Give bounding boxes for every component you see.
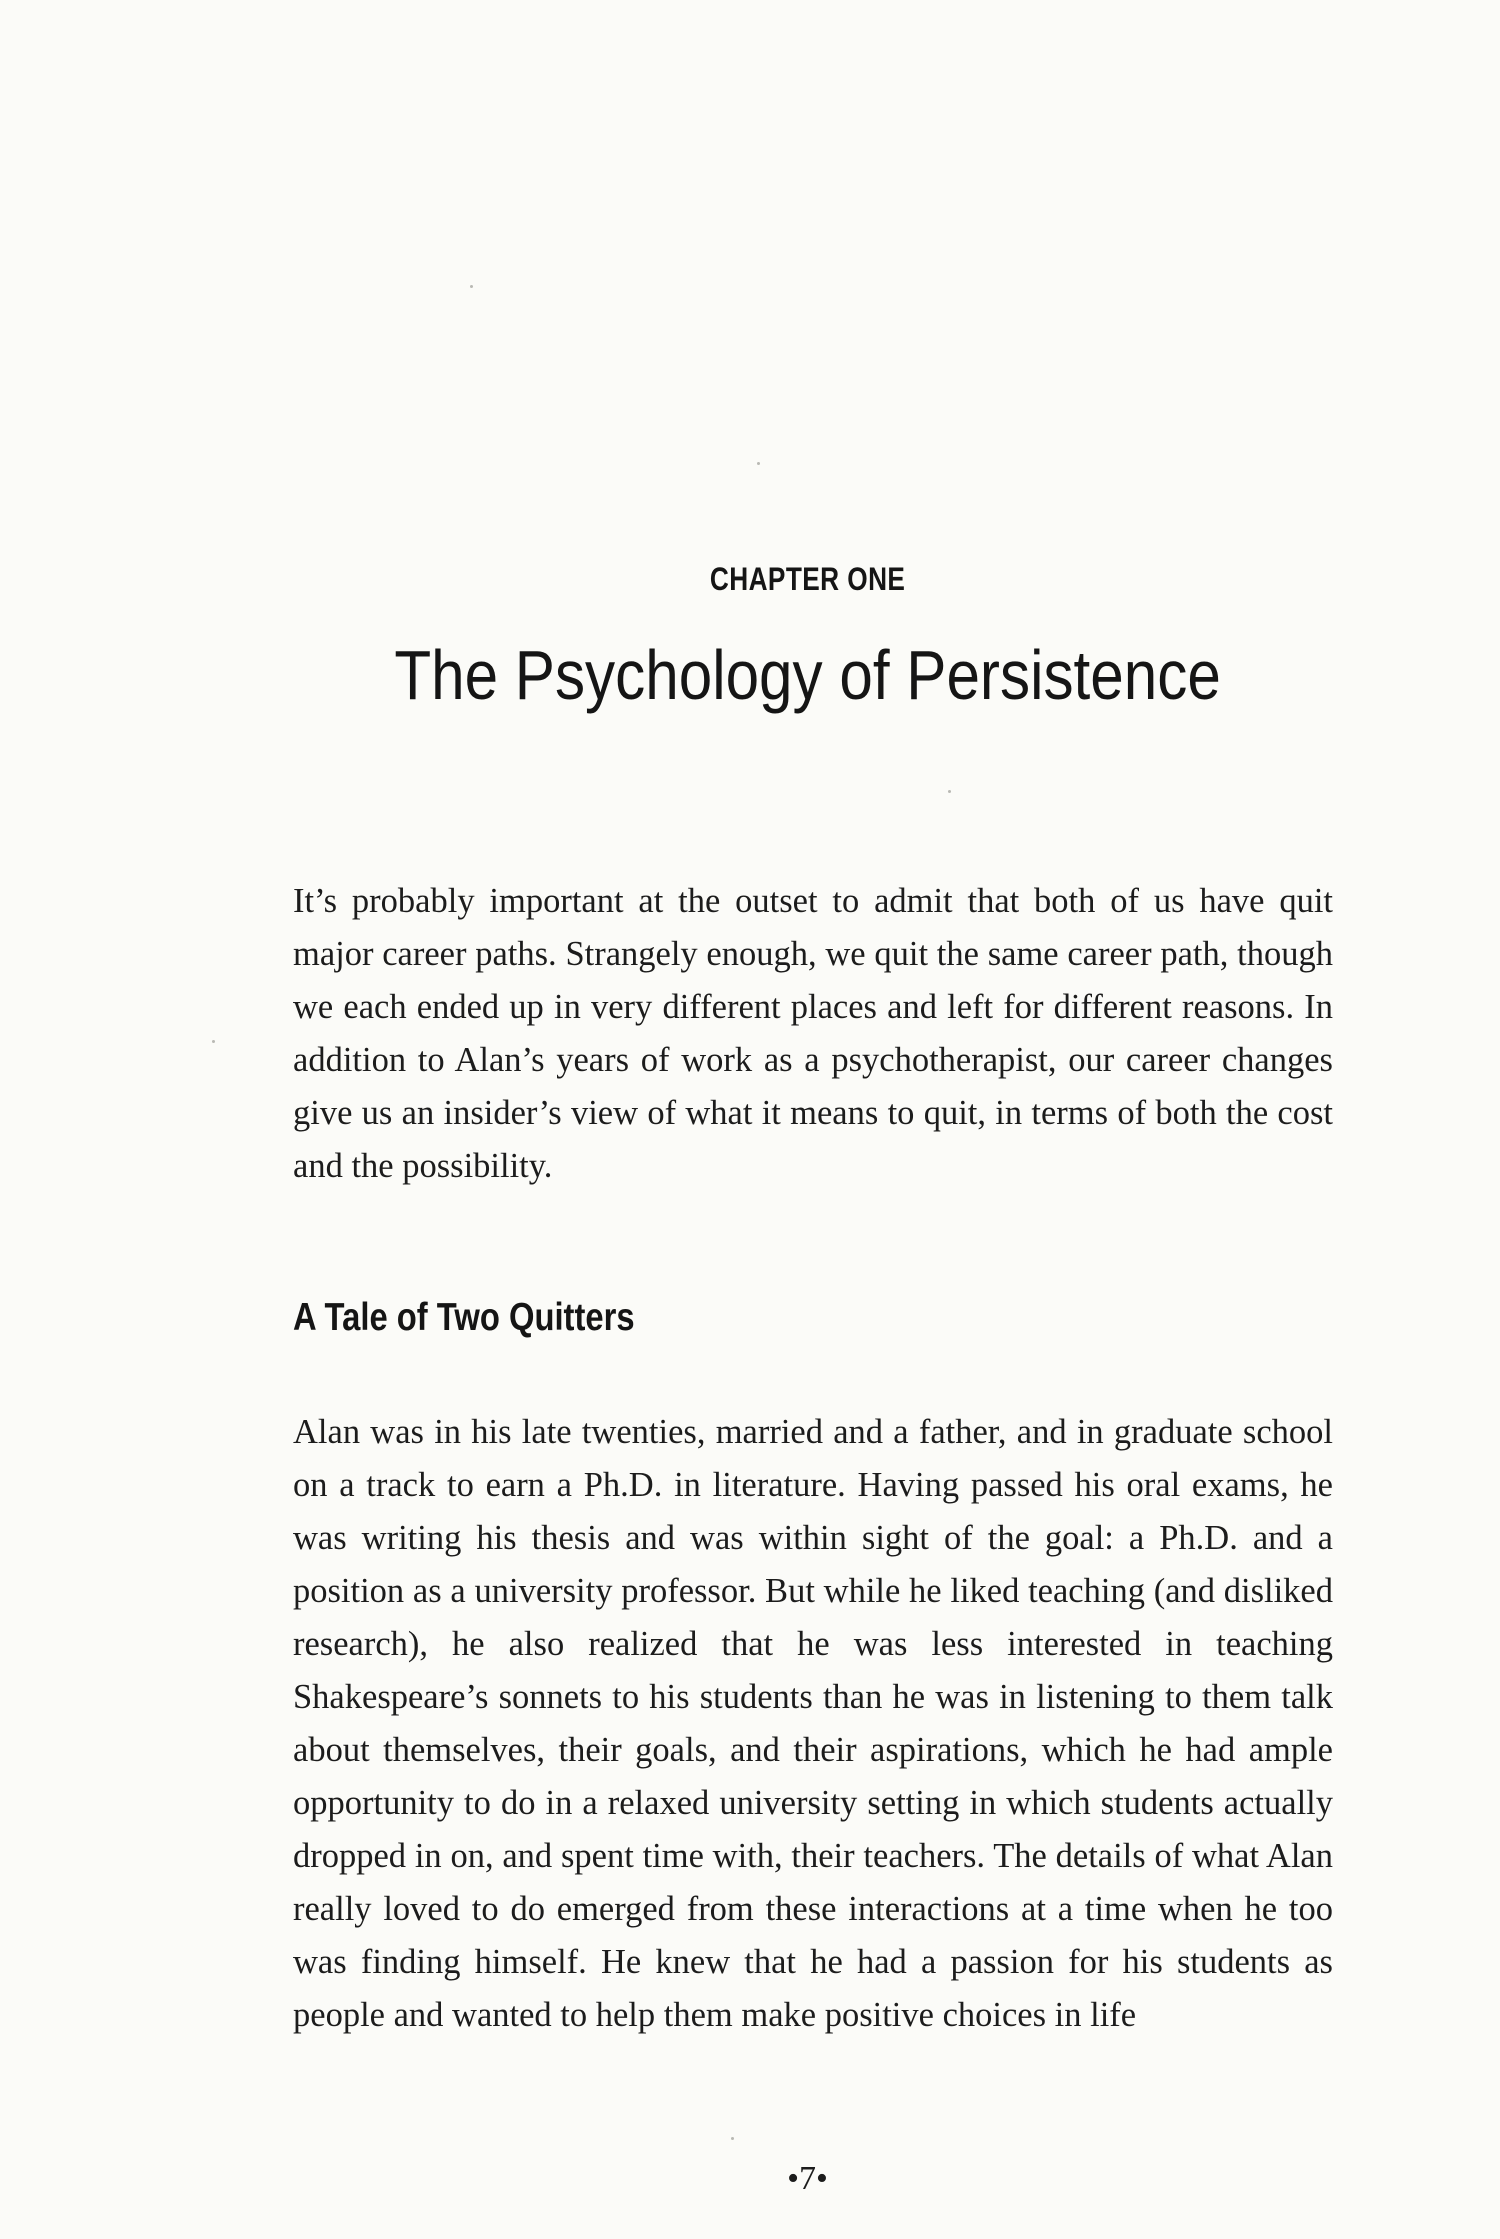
page-number: •7• (787, 2160, 828, 2197)
scan-speck (212, 1040, 215, 1043)
section-heading: A Tale of Two Quitters (293, 1296, 635, 1339)
scan-speck (470, 285, 473, 288)
scan-speck (731, 2137, 734, 2140)
scan-speck (948, 790, 951, 793)
intro-paragraph: It’s probably important at the outset to admit that both of us have quit major career paths. Strangely enough, we quit the same career path, though we each ended up in very different places and left for different reasons. In addition to Alan’s years of work as a psychotherapist, our career changes give us an insider’s view of what it means to quit, in terms of both the cost and the possibility. (293, 882, 1333, 1185)
chapter-label: CHAPTER ONE (709, 561, 906, 597)
chapter-title: The Psychology of Persistence (394, 636, 1221, 714)
section-paragraph: Alan was in his late twenties, married and a father, and in graduate school on a track to earn a Ph.D. in literature. Having passed his oral exams, he was writing his thesis and was within sight of the goal: a Ph.D. and a position as a university professor. But while he liked teaching (and disliked research), he also realized that he was less interested in teaching Shakespeare’s sonnets to his students than he was in listening to them talk about themselves, their goals, and their aspirations, which he had ample opportunity to do in a relaxed university setting in which students actually dropped in on, and spent time with, their teachers. The details of what Alan really loved to do emerged from these interactions at a time when he too was finding himself. He knew that he had a passion for his students as people and wanted to help them make positive choices in life (293, 1413, 1333, 2034)
scan-speck (757, 462, 760, 465)
